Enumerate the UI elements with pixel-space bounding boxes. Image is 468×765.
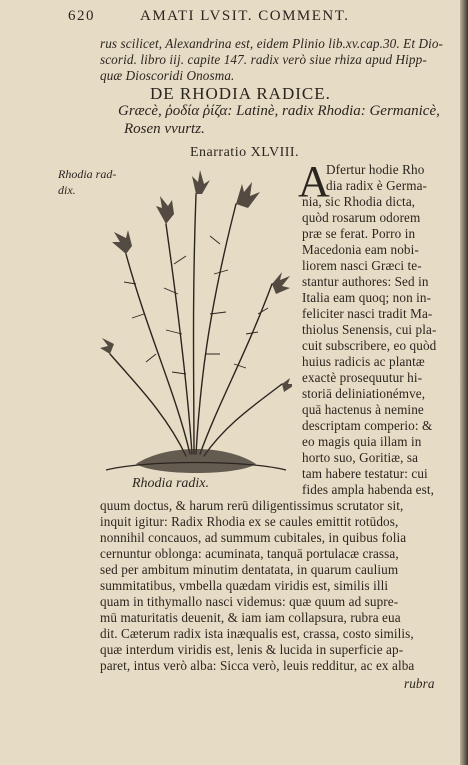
figure-caption: Rhodia radix. xyxy=(132,476,209,491)
running-title: AMATI LVSIT. COMMENT. xyxy=(140,8,350,24)
text-line: fides ampla habenda est, xyxy=(302,482,435,497)
margin-note: dix. xyxy=(58,183,76,197)
text-line: paret, intus verò alba: Sicca verò, leuis redditur, ac ex alba xyxy=(100,658,415,673)
margin-note: Rhodia rad- xyxy=(58,167,117,181)
text-line: quam in tithymallo nasci videmus: quæ quum ad supre- xyxy=(100,594,399,609)
catchword: rubra xyxy=(404,676,435,691)
text-line: dia radix è Germa- xyxy=(326,178,428,193)
text-line: tam habere testatur: cui xyxy=(302,466,428,481)
text-line: sed per ambitum minutim dentatata, in quarum caulium xyxy=(100,562,399,577)
text-line: Italia eam quoq; non in- xyxy=(302,290,432,305)
text-line: quā hactenus à nemine xyxy=(302,402,424,417)
text-line: huius radicis ac plantæ xyxy=(302,354,425,369)
page-number: 620 xyxy=(68,8,95,24)
text-line: liorem nasci Græci te- xyxy=(302,258,422,273)
text-line: quæ interdum viridis est, lenis & lucida in superficie ap- xyxy=(100,642,404,657)
text-line: thiolus Senensis, cui pla- xyxy=(302,322,437,337)
section-subtitle: Græcè, ῥοδία ῥίζα: Latinè, radix Rhodia: Germanicè, xyxy=(118,103,440,119)
text-line: summitatibus, vmbella quædam viridis est, similis illi xyxy=(100,578,389,593)
text-line: quum doctus, & harum rerū diligentissimus scrutator sit, xyxy=(100,498,404,513)
text-line: mū maturitatis deuenit, & iam iam collapsura, rubra eua xyxy=(100,610,401,625)
text-line: eo magis quia illam in xyxy=(302,434,422,449)
text-line: storiā deliniationémve, xyxy=(302,386,426,401)
rhodia-root-woodcut xyxy=(96,164,292,484)
text-line: exactè prosequutur hi- xyxy=(302,370,423,385)
intro-line: quæ Dioscoridi Onosma. xyxy=(100,68,235,83)
text-line: cuit subscribere, eo quòd xyxy=(302,338,437,353)
text-line: dit. Cæterum radix ista inæqualis est, crassa, costo similis, xyxy=(100,626,414,641)
text-line: horto suo, Goritiæ, sa xyxy=(302,450,419,465)
drop-capital: A xyxy=(298,157,330,206)
text-line: Macedonia eam nobi- xyxy=(302,242,419,257)
enarratio-heading: Enarratio XLVIII. xyxy=(190,145,300,160)
text-line: inquit igitur: Radix Rhodia ex se caules emittit rotūdos, xyxy=(100,514,399,529)
section-subtitle-cont: Rosen vvurtz. xyxy=(124,121,205,137)
intro-line: scorid. libro iij. capite 147. radix verò siue rhiza apud Hipp- xyxy=(100,52,427,67)
text-line: cernuntur oblonga: acuminata, tanquā portulacæ crassa, xyxy=(100,546,399,561)
text-line: stantur authores: Sed in xyxy=(302,274,429,289)
text-line: præ se ferat. Porro in xyxy=(302,226,416,241)
text-line: nonnihil concauos, ad summum cubitales, in quibus folia xyxy=(100,530,407,545)
book-gutter xyxy=(460,0,468,765)
text-line: descriptam comperio: & xyxy=(302,418,433,433)
text-line: quòd rosarum odorem xyxy=(302,210,421,225)
section-title: DE RHODIA RADICE. xyxy=(150,84,331,103)
text-line: Dfertur hodie Rho xyxy=(326,162,425,177)
text-line: nia, sic Rhodia dicta, xyxy=(302,194,416,209)
intro-line: rus scilicet, Alexandrina est, eidem Plinio lib.xv.cap.30. Et Dio- xyxy=(100,36,444,51)
text-line: feliciter nasci tradit Ma- xyxy=(302,306,433,321)
